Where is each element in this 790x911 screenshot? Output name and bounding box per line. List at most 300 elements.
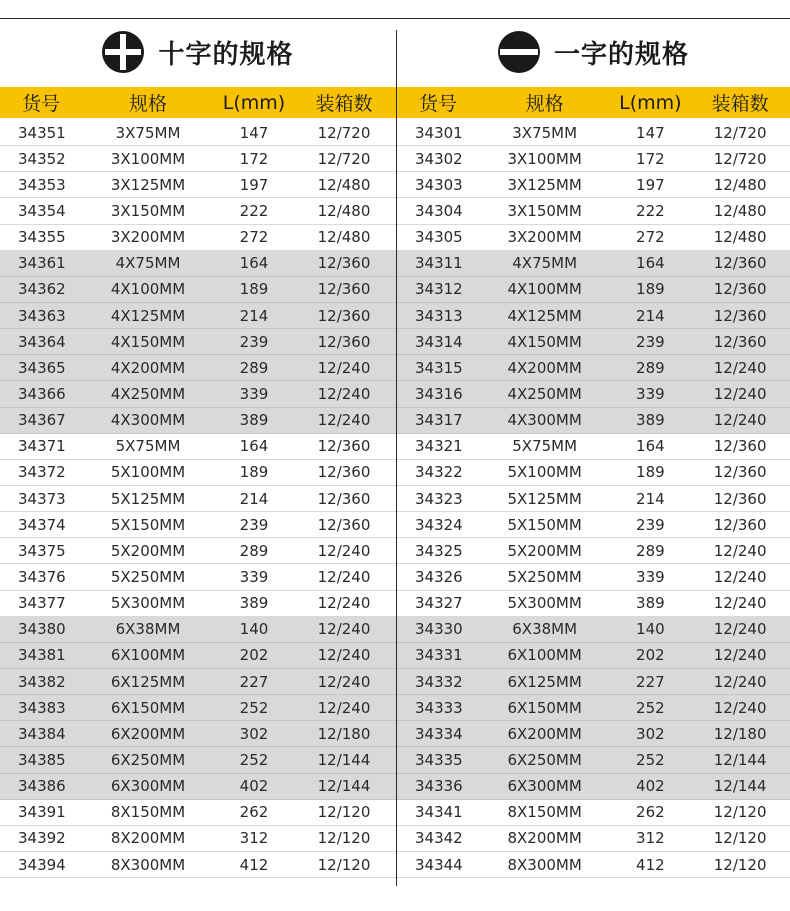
cell-pack: 12/180 (317, 724, 371, 743)
cell-pack: 12/144 (713, 777, 767, 796)
slotted-spec-panel (397, 0, 790, 911)
cell-length: 412 (239, 855, 269, 874)
cell-spec: 5X125MM (110, 489, 186, 508)
table-header (397, 87, 790, 118)
cell-code: 34301 (415, 123, 463, 142)
cell-spec: 4X300MM (507, 411, 582, 430)
cell-code: 34382 (18, 672, 66, 691)
cell-length: 272 (239, 228, 269, 247)
cell-length: 289 (636, 541, 665, 560)
header-spec: 规格 (525, 93, 564, 115)
cell-length: 302 (636, 724, 665, 743)
cell-length: 189 (239, 280, 269, 299)
cell-pack: 12/240 (317, 567, 371, 586)
cell-length: 252 (636, 750, 665, 769)
cell-spec: 8X200MM (507, 829, 582, 848)
header-pack: 装箱数 (711, 93, 769, 115)
cell-code: 34325 (415, 541, 463, 560)
cell-code: 34341 (415, 803, 463, 822)
cell-spec: 6X125MM (110, 672, 186, 691)
cell-spec: 5X150MM (110, 515, 186, 534)
header-length: L(mm) (619, 91, 682, 114)
cell-code: 34392 (18, 829, 66, 848)
header-pack: 装箱数 (315, 93, 373, 115)
cell-length: 189 (636, 280, 665, 299)
table-row (0, 225, 396, 251)
cell-spec: 6X300MM (507, 777, 582, 796)
header-length: L(mm) (222, 91, 286, 114)
cell-pack: 12/240 (317, 411, 371, 430)
cell-length: 262 (636, 803, 665, 822)
cell-length: 339 (239, 384, 269, 403)
cell-length: 262 (239, 803, 269, 822)
cell-length: 339 (636, 567, 665, 586)
cell-pack: 12/480 (317, 201, 371, 220)
cell-pack: 12/360 (713, 280, 767, 299)
panel-title (397, 30, 790, 74)
cell-pack: 12/360 (317, 280, 371, 299)
cell-spec: 8X200MM (110, 829, 186, 848)
table-row (397, 669, 790, 695)
table-row (0, 434, 396, 460)
cell-spec: 3X125MM (110, 175, 186, 194)
table-row (0, 852, 396, 878)
cell-spec: 4X200MM (507, 358, 582, 377)
cell-length: 202 (239, 646, 269, 665)
cell-length: 252 (239, 698, 269, 717)
cell-length: 222 (636, 201, 665, 220)
table-row (0, 381, 396, 407)
cell-length: 164 (239, 437, 269, 456)
cell-code: 34354 (18, 201, 66, 220)
cell-code: 34385 (18, 750, 66, 769)
cell-length: 312 (636, 829, 665, 848)
cell-spec: 6X200MM (110, 724, 186, 743)
cell-pack: 12/240 (317, 384, 371, 403)
cell-pack: 12/480 (317, 228, 371, 247)
table-row (0, 198, 396, 224)
cell-length: 389 (239, 594, 269, 613)
panel-title-text: 一字的规格 (553, 39, 689, 70)
cell-pack: 12/240 (317, 594, 371, 613)
cell-pack: 12/120 (317, 803, 371, 822)
cell-spec: 4X100MM (110, 280, 186, 299)
cell-pack: 12/720 (317, 149, 371, 168)
cell-pack: 12/240 (317, 620, 371, 639)
cell-code: 34376 (18, 567, 66, 586)
cell-pack: 12/360 (317, 489, 371, 508)
cell-code: 34366 (18, 384, 66, 403)
cell-pack: 12/240 (317, 646, 371, 665)
cell-spec: 6X100MM (507, 646, 582, 665)
cell-spec: 5X200MM (507, 541, 582, 560)
cell-pack: 12/144 (713, 750, 767, 769)
table-row (397, 355, 790, 381)
table-row (397, 617, 790, 643)
table-row (397, 172, 790, 198)
cell-length: 402 (239, 777, 269, 796)
cell-code: 34363 (18, 306, 66, 325)
cell-spec: 3X125MM (507, 175, 582, 194)
cell-spec: 3X100MM (110, 149, 186, 168)
cell-length: 252 (636, 698, 665, 717)
cell-length: 227 (239, 672, 269, 691)
cell-length: 402 (636, 777, 665, 796)
cell-length: 164 (239, 254, 269, 273)
cell-length: 147 (239, 123, 269, 142)
cell-spec: 3X150MM (507, 201, 582, 220)
cell-code: 34302 (415, 149, 463, 168)
slotted-icon (498, 31, 540, 73)
cell-code: 34314 (415, 332, 463, 351)
cell-pack: 12/480 (317, 175, 371, 194)
table-row (0, 408, 396, 434)
cell-spec: 5X200MM (110, 541, 186, 560)
table-row (0, 800, 396, 826)
cell-length: 239 (239, 332, 269, 351)
cell-spec: 3X150MM (110, 201, 186, 220)
cell-code: 34364 (18, 332, 66, 351)
table-row (0, 774, 396, 800)
table-row (0, 695, 396, 721)
cell-length: 412 (636, 855, 665, 874)
cell-pack: 12/240 (713, 698, 767, 717)
cell-spec: 4X125MM (110, 306, 186, 325)
table-row (397, 434, 790, 460)
table-row (0, 591, 396, 617)
cell-pack: 12/360 (713, 463, 767, 482)
cell-spec: 4X100MM (507, 280, 582, 299)
cell-length: 312 (239, 829, 269, 848)
cell-length: 140 (636, 620, 665, 639)
table-row (0, 486, 396, 512)
cell-length: 302 (239, 724, 269, 743)
table-row (397, 120, 790, 146)
table-row (0, 643, 396, 669)
table-row (0, 826, 396, 852)
cell-length: 389 (636, 594, 665, 613)
cell-length: 289 (239, 358, 269, 377)
cell-pack: 12/240 (713, 646, 767, 665)
cell-code: 34365 (18, 358, 66, 377)
cell-pack: 12/240 (317, 672, 371, 691)
cell-code: 34352 (18, 149, 66, 168)
table-row (397, 564, 790, 590)
cell-code: 34335 (415, 750, 463, 769)
table-row (397, 800, 790, 826)
cell-code: 34374 (18, 515, 66, 534)
cell-pack: 12/240 (713, 358, 767, 377)
cell-length: 389 (239, 411, 269, 430)
cell-spec: 4X250MM (110, 384, 186, 403)
table-row (0, 303, 396, 329)
phillips-icon (102, 31, 144, 73)
cell-spec: 4X300MM (110, 411, 186, 430)
table-row (397, 826, 790, 852)
cell-spec: 6X38MM (115, 620, 181, 639)
table-row (397, 852, 790, 878)
header-code: 货号 (22, 93, 61, 115)
table-row (397, 408, 790, 434)
table-row (397, 329, 790, 355)
table-row (397, 198, 790, 224)
cell-code: 34373 (18, 489, 66, 508)
cell-pack: 12/360 (713, 437, 767, 456)
table-row (397, 512, 790, 538)
cell-code: 34321 (415, 437, 463, 456)
cell-code: 34375 (18, 541, 66, 560)
cell-length: 222 (239, 201, 269, 220)
cell-pack: 12/120 (713, 855, 767, 874)
cell-code: 34361 (18, 254, 66, 273)
cell-pack: 12/144 (317, 750, 371, 769)
cell-pack: 12/360 (317, 332, 371, 351)
cell-length: 239 (239, 515, 269, 534)
cell-code: 34333 (415, 698, 463, 717)
cell-code: 34331 (415, 646, 463, 665)
table-row (397, 303, 790, 329)
cell-spec: 4X125MM (507, 306, 582, 325)
cell-spec: 5X100MM (110, 463, 186, 482)
cell-pack: 12/360 (713, 489, 767, 508)
cell-spec: 6X100MM (110, 646, 186, 665)
cell-length: 140 (239, 620, 269, 639)
cell-spec: 6X38MM (512, 620, 578, 639)
cell-pack: 12/360 (713, 515, 767, 534)
cell-length: 214 (636, 306, 665, 325)
table-row (397, 591, 790, 617)
cell-code: 34304 (415, 201, 463, 220)
cell-code: 34324 (415, 515, 463, 534)
cell-length: 164 (636, 254, 665, 273)
table-row (0, 251, 396, 277)
cell-pack: 12/480 (713, 175, 767, 194)
cell-code: 34386 (18, 777, 66, 796)
cell-spec: 5X300MM (507, 594, 582, 613)
cell-length: 214 (636, 489, 665, 508)
cell-length: 289 (636, 358, 665, 377)
cell-length: 227 (636, 672, 665, 691)
cell-code: 34391 (18, 803, 66, 822)
cell-spec: 5X250MM (110, 567, 186, 586)
table-row (0, 277, 396, 303)
table-row (0, 460, 396, 486)
cell-length: 164 (636, 437, 665, 456)
table-row (397, 721, 790, 747)
cell-spec: 5X75MM (115, 437, 181, 456)
cell-pack: 12/480 (713, 228, 767, 247)
cell-pack: 12/720 (317, 123, 371, 142)
cell-spec: 5X100MM (507, 463, 582, 482)
table-row (0, 617, 396, 643)
cell-pack: 12/180 (713, 724, 767, 743)
cell-pack: 12/240 (317, 358, 371, 377)
cell-code: 34303 (415, 175, 463, 194)
cell-code: 34312 (415, 280, 463, 299)
cell-pack: 12/360 (713, 332, 767, 351)
header-code: 货号 (419, 93, 458, 115)
cell-spec: 3X200MM (507, 228, 582, 247)
cell-spec: 3X75MM (115, 123, 181, 142)
cell-length: 172 (239, 149, 269, 168)
cell-length: 239 (636, 515, 665, 534)
cell-length: 339 (239, 567, 269, 586)
table-row (397, 225, 790, 251)
cell-code: 34334 (415, 724, 463, 743)
cell-length: 239 (636, 332, 665, 351)
cell-code: 34322 (415, 463, 463, 482)
cell-pack: 12/240 (713, 411, 767, 430)
cell-spec: 6X125MM (507, 672, 582, 691)
cell-pack: 12/120 (713, 829, 767, 848)
cell-pack: 12/360 (317, 463, 371, 482)
cell-spec: 6X250MM (110, 750, 186, 769)
cell-code: 34336 (415, 777, 463, 796)
cell-code: 34377 (18, 594, 66, 613)
cell-pack: 12/240 (713, 567, 767, 586)
panel-title (0, 30, 396, 74)
cell-pack: 12/360 (317, 437, 371, 456)
cell-pack: 12/240 (713, 594, 767, 613)
cell-code: 34342 (415, 829, 463, 848)
cell-spec: 4X75MM (512, 254, 578, 273)
cell-code: 34384 (18, 724, 66, 743)
table-row (0, 747, 396, 773)
cell-code: 34355 (18, 228, 66, 247)
cell-length: 202 (636, 646, 665, 665)
cell-pack: 12/240 (713, 620, 767, 639)
cell-spec: 8X150MM (110, 803, 186, 822)
cell-code: 34316 (415, 384, 463, 403)
table-row (0, 355, 396, 381)
cell-spec: 6X300MM (110, 777, 186, 796)
cell-code: 34381 (18, 646, 66, 665)
cell-length: 339 (636, 384, 665, 403)
table-row (397, 146, 790, 172)
table-row (397, 251, 790, 277)
cell-pack: 12/480 (713, 201, 767, 220)
cell-code: 34351 (18, 123, 66, 142)
table-row (397, 381, 790, 407)
cell-pack: 12/360 (713, 254, 767, 273)
cell-pack: 12/240 (713, 541, 767, 560)
cell-pack: 12/120 (317, 855, 371, 874)
cell-code: 34380 (18, 620, 66, 639)
cell-code: 34353 (18, 175, 66, 194)
table-row (397, 460, 790, 486)
cell-spec: 6X150MM (507, 698, 582, 717)
cell-pack: 12/360 (713, 306, 767, 325)
cell-spec: 5X150MM (507, 515, 582, 534)
cell-code: 34326 (415, 567, 463, 586)
table-row (0, 564, 396, 590)
cell-length: 147 (636, 123, 665, 142)
table-row (397, 643, 790, 669)
cell-length: 197 (636, 175, 665, 194)
cell-spec: 6X250MM (507, 750, 582, 769)
cell-length: 389 (636, 411, 665, 430)
cell-length: 252 (239, 750, 269, 769)
table-row (397, 486, 790, 512)
cell-spec: 8X150MM (507, 803, 582, 822)
cell-spec: 5X125MM (507, 489, 582, 508)
cell-code: 34383 (18, 698, 66, 717)
table-row (0, 721, 396, 747)
cell-length: 189 (636, 463, 665, 482)
cell-length: 214 (239, 306, 269, 325)
header-spec: 规格 (128, 93, 167, 115)
cell-length: 272 (636, 228, 665, 247)
cell-spec: 5X300MM (110, 594, 186, 613)
table-row (397, 277, 790, 303)
table-row (0, 538, 396, 564)
cell-spec: 4X250MM (507, 384, 582, 403)
cell-spec: 6X150MM (110, 698, 186, 717)
cell-code: 34305 (415, 228, 463, 247)
cell-length: 289 (239, 541, 269, 560)
cell-spec: 4X150MM (507, 332, 582, 351)
cell-code: 34315 (415, 358, 463, 377)
cell-spec: 4X150MM (110, 332, 186, 351)
cell-pack: 12/240 (317, 541, 371, 560)
cell-code: 34327 (415, 594, 463, 613)
panel-title-text: 十字的规格 (158, 39, 294, 70)
table-row (0, 172, 396, 198)
table-header (0, 87, 396, 118)
table-row (0, 512, 396, 538)
table-row (397, 538, 790, 564)
cell-spec: 5X250MM (507, 567, 582, 586)
cell-pack: 12/240 (713, 672, 767, 691)
cell-length: 189 (239, 463, 269, 482)
cell-spec: 8X300MM (110, 855, 186, 874)
cell-pack: 12/120 (713, 803, 767, 822)
cell-code: 34311 (415, 254, 463, 273)
cell-pack: 12/360 (317, 306, 371, 325)
cell-code: 34344 (415, 855, 463, 874)
table-row (0, 329, 396, 355)
cell-pack: 12/144 (317, 777, 371, 796)
cell-code: 34317 (415, 411, 463, 430)
cell-code: 34330 (415, 620, 463, 639)
cell-length: 172 (636, 149, 665, 168)
cell-spec: 8X300MM (507, 855, 582, 874)
cell-spec: 4X200MM (110, 358, 186, 377)
table-row (397, 747, 790, 773)
cell-spec: 5X75MM (512, 437, 578, 456)
cell-spec: 4X75MM (115, 254, 181, 273)
table-row (397, 774, 790, 800)
cell-code: 34313 (415, 306, 463, 325)
cell-code: 34371 (18, 437, 66, 456)
cell-length: 197 (239, 175, 269, 194)
cell-spec: 3X100MM (507, 149, 582, 168)
cell-pack: 12/120 (317, 829, 371, 848)
table-row (397, 695, 790, 721)
cell-code: 34323 (415, 489, 463, 508)
table-row (0, 146, 396, 172)
cell-code: 34367 (18, 411, 66, 430)
cell-pack: 12/240 (317, 698, 371, 717)
table-row (0, 669, 396, 695)
table-body (397, 120, 790, 878)
cell-spec: 3X200MM (110, 228, 186, 247)
cell-pack: 12/360 (317, 254, 371, 273)
cell-pack: 12/720 (713, 149, 767, 168)
cell-pack: 12/720 (713, 123, 767, 142)
cell-pack: 12/360 (317, 515, 371, 534)
cell-pack: 12/240 (713, 384, 767, 403)
